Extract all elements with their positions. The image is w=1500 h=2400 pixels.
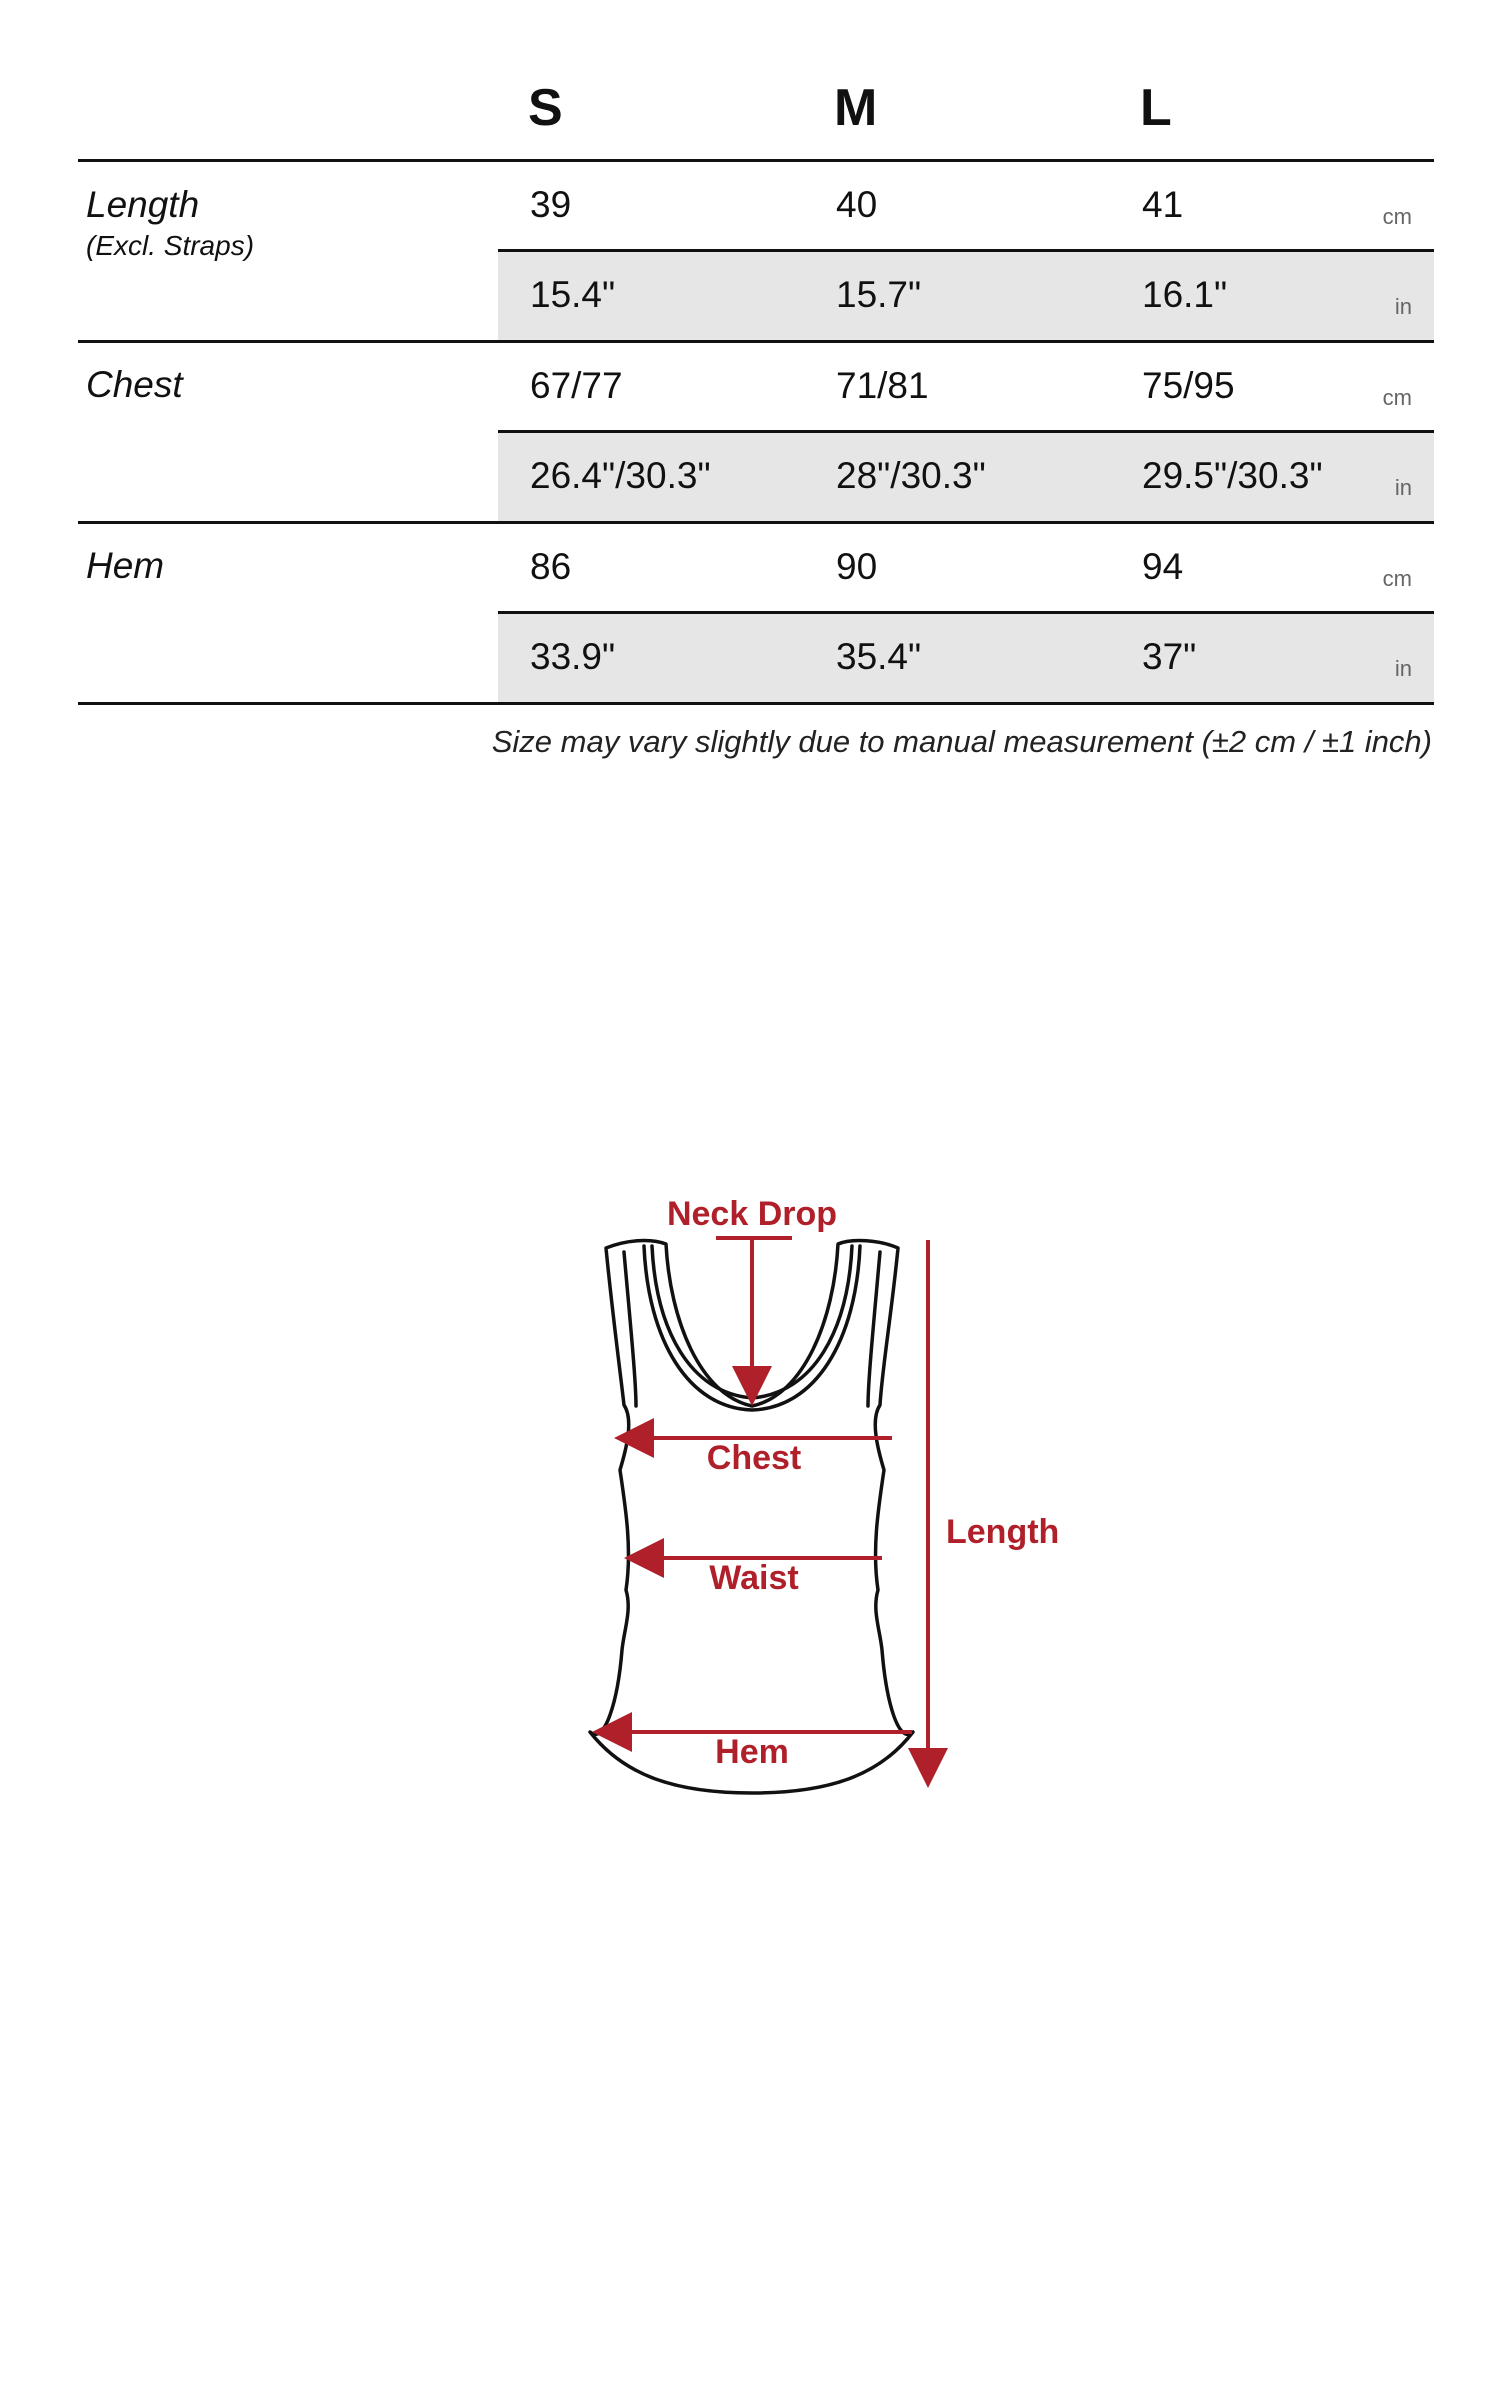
cell-chest-in-l: 29.5"/30.3" (1142, 455, 1323, 496)
unit-cm: cm (1382, 566, 1412, 591)
cell-length-in-l: 16.1" (1142, 274, 1228, 315)
cell-length-in-m: 15.7" (836, 274, 922, 315)
cell-length-cm-s: 39 (530, 184, 572, 225)
label-hem: Hem (715, 1733, 789, 1771)
label-waist: Waist (709, 1559, 799, 1597)
label-neck-drop: Neck Drop (666, 1195, 838, 1233)
unit-in: in (1394, 656, 1412, 681)
cell-length-cm-m: 40 (836, 184, 878, 225)
unit-cm: cm (1382, 385, 1412, 410)
unit-in: in (1394, 294, 1412, 319)
cell-chest-in-m: 28"/30.3" (836, 455, 986, 496)
cell-chest-in-s: 26.4"/30.3" (530, 455, 711, 496)
cell-hem-cm-l: 94 (1142, 546, 1184, 587)
cell-hem-cm-m: 90 (836, 546, 878, 587)
size-header-s: S (528, 79, 563, 137)
measurement-note: Size may vary slightly due to manual measurement (±2 cm / ±1 inch) (491, 724, 1432, 759)
size-header-l: L (1140, 79, 1172, 137)
cell-hem-in-s: 33.9" (530, 636, 616, 677)
cell-hem-in-l: 37" (1142, 636, 1197, 677)
cell-chest-cm-m: 71/81 (836, 365, 929, 406)
label-length: Length (946, 1513, 1060, 1551)
cell-hem-in-m: 35.4" (836, 636, 922, 677)
unit-in: in (1394, 475, 1412, 500)
row-label-chest: Chest (86, 364, 183, 405)
row-sublabel-length: (Excl. Straps) (86, 230, 255, 261)
cell-length-in-s: 15.4" (530, 274, 616, 315)
cell-hem-cm-s: 86 (530, 546, 572, 587)
cell-chest-cm-l: 75/95 (1142, 365, 1235, 406)
cell-chest-cm-s: 67/77 (530, 365, 623, 406)
row-label-length: Length (86, 184, 200, 225)
cell-length-cm-l: 41 (1142, 184, 1184, 225)
row-label-hem: Hem (86, 545, 165, 586)
label-chest: Chest (706, 1439, 802, 1477)
size-header-m: M (834, 79, 878, 137)
unit-cm: cm (1382, 204, 1412, 229)
